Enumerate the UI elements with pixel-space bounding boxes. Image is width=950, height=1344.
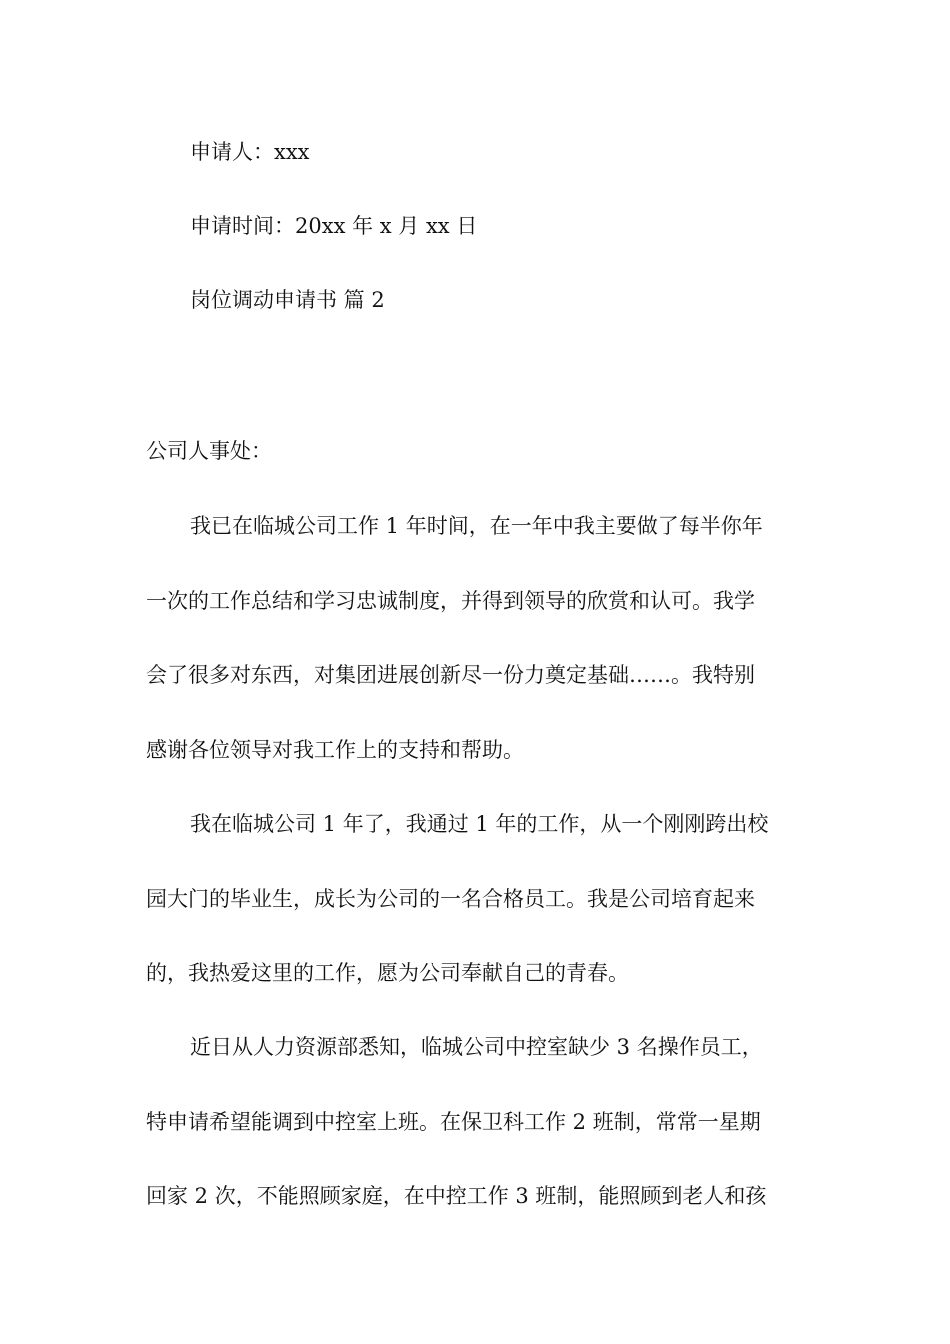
body-line: 我已在临城公司工作 1 年时间，在一年中我主要做了每半你年 bbox=[190, 514, 763, 538]
body-line: 园大门的毕业生，成长为公司的一名合格员工。我是公司培育起来 bbox=[146, 887, 755, 911]
body-line: 会了很多对东西，对集团进展创新尽一份力奠定基础……。我特别 bbox=[146, 663, 755, 687]
applicant-line: 申请人：xxx bbox=[190, 140, 310, 164]
body-line: 一次的工作总结和学习忠诚制度，并得到领导的欣赏和认可。我学 bbox=[146, 589, 755, 613]
section-title: 岗位调动申请书 篇 2 bbox=[190, 288, 385, 312]
body-line: 的，我热爱这里的工作，愿为公司奉献自己的青春。 bbox=[146, 961, 629, 985]
body-line: 特申请希望能调到中控室上班。在保卫科工作 2 班制，常常一星期 bbox=[146, 1110, 761, 1134]
body-line: 回家 2 次，不能照顾家庭，在中控工作 3 班制，能照顾到老人和孩 bbox=[146, 1184, 767, 1208]
body-line: 近日从人力资源部悉知，临城公司中控室缺少 3 名操作员工， bbox=[190, 1035, 763, 1059]
body-line: 我在临城公司 1 年了，我通过 1 年的工作，从一个刚刚跨出校 bbox=[190, 812, 769, 836]
application-date-line: 申请时间：20xx 年 x 月 xx 日 bbox=[190, 214, 478, 238]
salutation: 公司人事处： bbox=[146, 439, 272, 463]
body-line: 感谢各位领导对我工作上的支持和帮助。 bbox=[146, 738, 524, 762]
